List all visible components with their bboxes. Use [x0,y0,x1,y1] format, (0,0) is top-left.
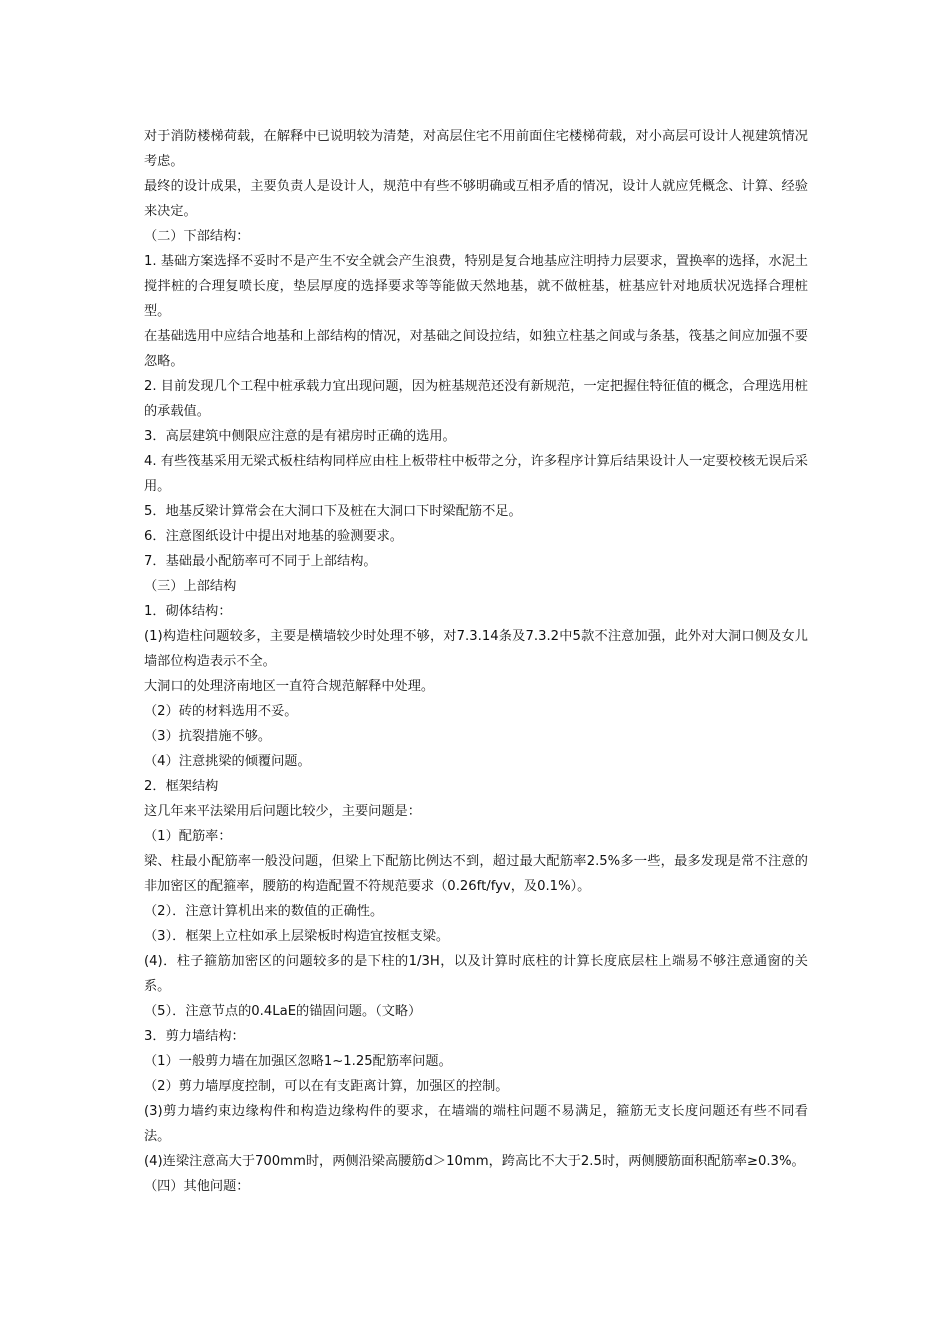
paragraph: 最终的设计成果，主要负责人是设计人，规范中有些不够明确或互相矛盾的情况，设计人就应凭概念、计算、经验来决定。 [144,179,808,219]
list-item: 6．注意图纸设计中提出对地基的验测要求。 [144,529,403,544]
list-item: 5．地基反梁计算常会在大洞口下及桩在大洞口下时梁配筋不足。 [144,504,522,519]
list-item: 2. 目前发现几个工程中桩承载力宜出现问题，因为桩基规范还没有新规范，一定把握住特征值的概念，合理选用桩的承载值。 [144,379,808,419]
list-item: （3）抗裂措施不够。 [144,729,272,744]
list-item: （3）．框架上立柱如承上层梁板时构造宜按框支梁。 [144,929,450,944]
paragraph: 大洞口的处理济南地区一直符合规范解释中处理。 [144,679,435,694]
paragraph: 这几年来平法梁用后问题比较少，主要问题是： [144,804,421,819]
list-item: （1）配筋率： [144,829,232,844]
section-heading: （三）上部结构 [144,579,237,594]
list-item: （2）．注意计算机出来的数值的正确性。 [144,904,384,919]
list-item: （2）剪力墙厚度控制，可以在有支距离计算，加强区的控制。 [144,1079,509,1094]
list-item: 4. 有些筏基采用无梁式板柱结构同样应由柱上板带柱中板带之分，许多程序计算后结果设计人一定要校核无误后采用。 [144,454,808,494]
list-item: （5）．注意节点的0.4LaE的锚固问题。（文略） [144,1004,422,1019]
list-item: （4）注意挑梁的倾覆问题。 [144,754,311,769]
paragraph: 梁、柱最小配筋率一般没问题，但梁上下配筋比例达不到，超过最大配筋率2.5%多一些，最多发现是常不注意的非加密区的配箍率，腰筋的构造配置不符规范要求（0.26ft/fyv，及0.1%）。 [144,854,808,894]
section-heading: （四）其他问题： [144,1179,250,1194]
list-item: (1)构造柱问题较多，主要是横墙较少时处理不够，对7.3.14条及7.3.2中5款不注意加强，此外对大洞口侧及女儿墙部位构造表示不全。 [144,629,808,669]
list-item: 3．高层建筑中侧限应注意的是有裙房时正确的选用。 [144,429,456,444]
subsection-heading: 2．框架结构 [144,779,219,794]
list-item: 1. 基础方案选择不妥时不是产生不安全就会产生浪费，特别是复合地基应注明持力层要求，置换率的选择，水泥土搅拌桩的合理复喷长度，垫层厚度的选择要求等等能做天然地基，就不做桩基，桩基应针对地质状况选择合理桩型。 [144,254,808,319]
list-item: 7．基础最小配筋率可不同于上部结构。 [144,554,377,569]
list-item: （2）砖的材料选用不妥。 [144,704,298,719]
list-item: (3)剪力墙约束边缘构件和构造边缘构件的要求，在墙端的端柱问题不易满足，箍筋无支长度问题还有些不同看法。 [144,1104,808,1144]
list-item: (4)连梁注意高大于700mm时，两侧沿梁高腰筋d＞10mm，跨高比不大于2.5时，两侧腰筋面积配筋率≥0.3%。 [144,1154,805,1169]
list-item: (4)．柱子箍筋加密区的问题较多的是下柱的1/3H，以及计算时底柱的计算长度底层柱上端易不够注意通窗的关系。 [144,954,808,994]
paragraph: 在基础选用中应结合地基和上部结构的情况，对基础之间设拉结，如独立柱基之间或与条基，筏基之间应加强不要忽略。 [144,329,808,369]
section-heading: （二）下部结构： [144,229,250,244]
document-body [144,124,808,1199]
list-item: （1）一般剪力墙在加强区忽略1~1.25配筋率问题。 [144,1054,452,1069]
subsection-heading: 3．剪力墙结构： [144,1029,245,1044]
paragraph: 对于消防楼梯荷载，在解释中已说明较为清楚，对高层住宅不用前面住宅楼梯荷载，对小高层可设计人视建筑情况考虑。 [144,129,808,169]
subsection-heading: 1．砌体结构： [144,604,232,619]
